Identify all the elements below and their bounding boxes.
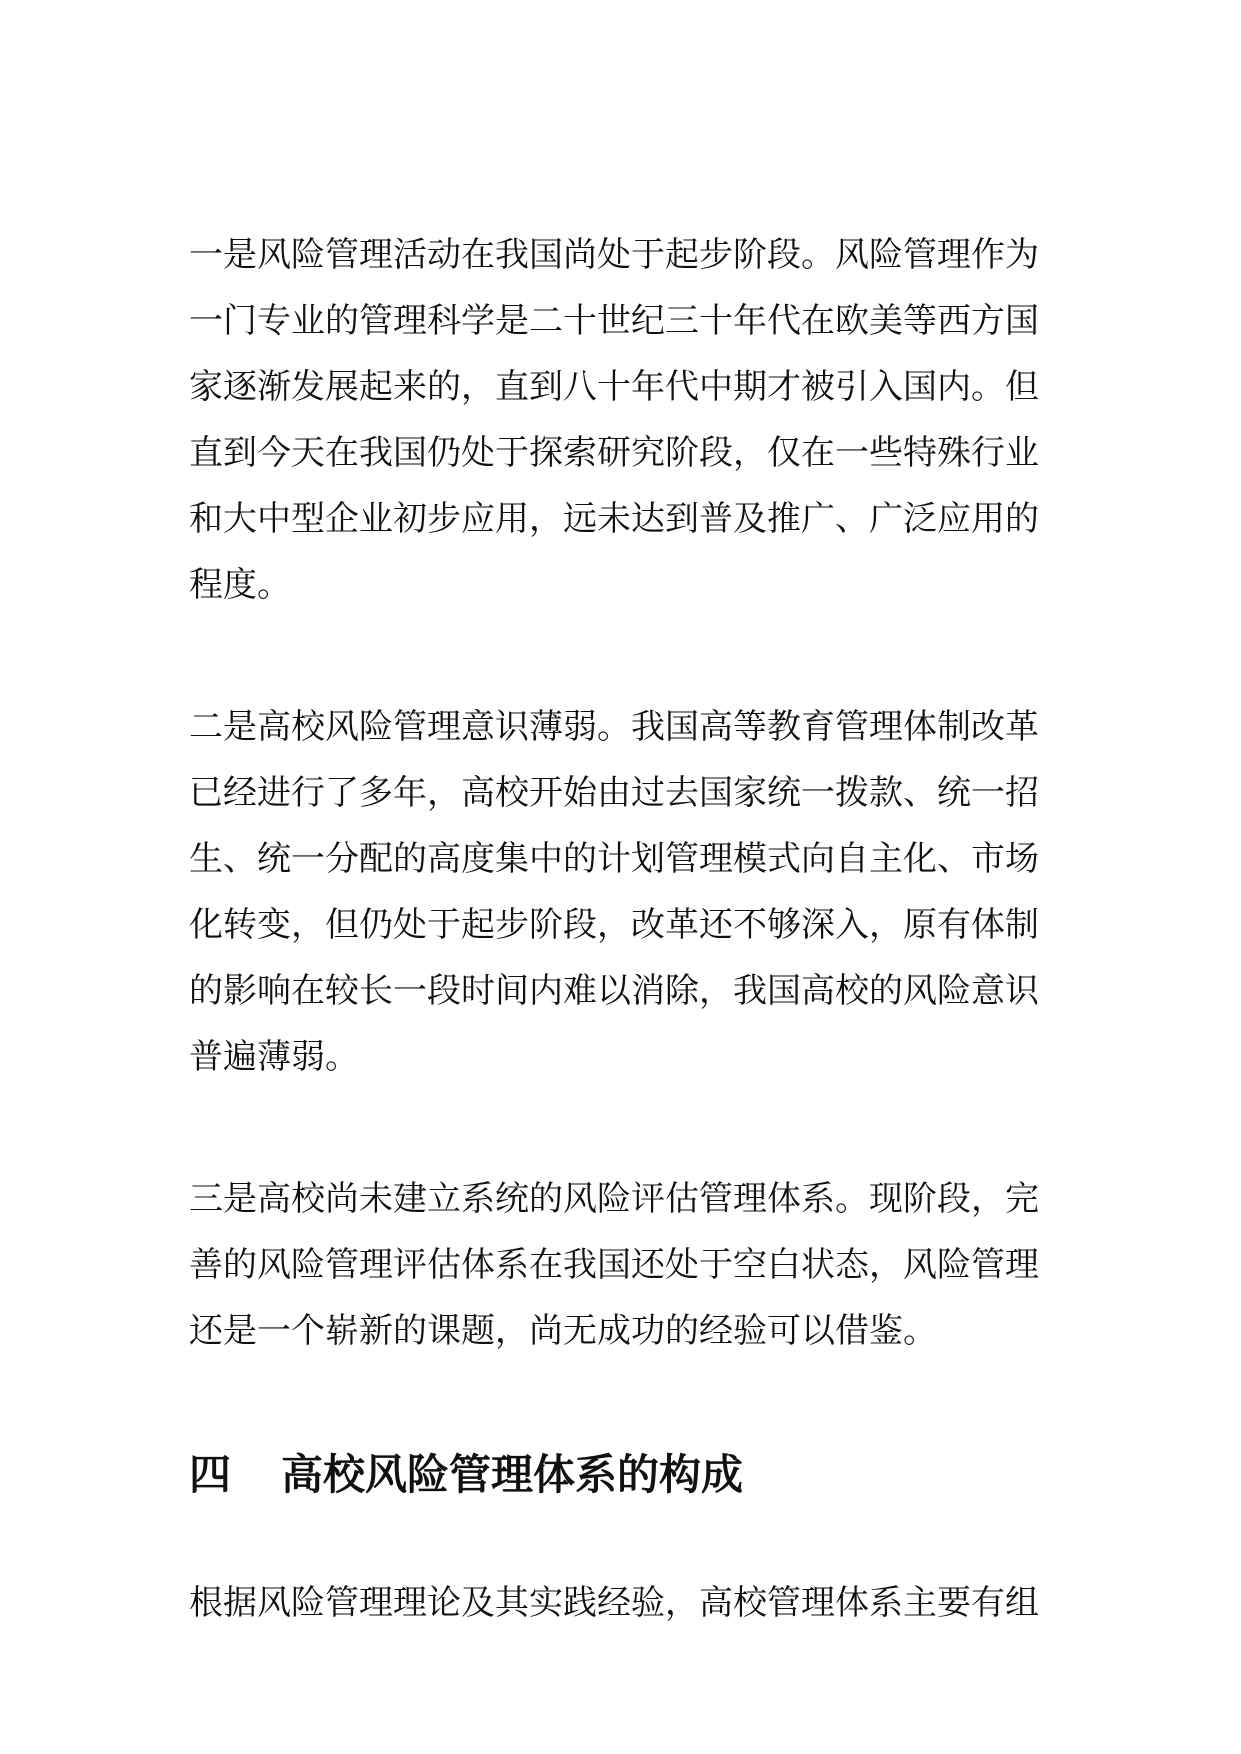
paragraph-line: 已经进行了多年，高校开始由过去国家统一拨款、统一招: [189, 773, 1039, 813]
document-body: [189, 222, 1039, 1712]
paragraph-3: [189, 1166, 1039, 1364]
paragraph-line: 和大中型企业初步应用，远未达到普及推广、广泛应用的: [189, 499, 1039, 539]
paragraph-1: [189, 222, 1039, 618]
paragraph-line: 一门专业的管理科学是二十世纪三十年代在欧美等西方国: [189, 301, 1039, 341]
paragraph-line: 二是高校风险管理意识薄弱。我国高等教育管理体制改革: [189, 707, 1039, 747]
section-number: 四: [189, 1450, 232, 1499]
paragraph-line: 一是风险管理活动在我国尚处于起步阶段。风险管理作为: [189, 235, 1039, 275]
paragraph-line: 根据风险管理理论及其实践经验，高校管理体系主要有组: [189, 1583, 1039, 1623]
paragraph-line: 化转变，但仍处于起步阶段，改革还不够深入，原有体制: [189, 905, 1039, 945]
paragraph-line: 直到今天在我国仍处于探索研究阶段，仅在一些特殊行业: [189, 433, 1039, 473]
paragraph-line: 三是高校尚未建立系统的风险评估管理体系。现阶段，完: [189, 1179, 1039, 1219]
paragraph-line: 家逐渐发展起来的，直到八十年代中期才被引入国内。但: [189, 367, 1039, 407]
section-title: 高校风险管理体系的构成: [281, 1450, 744, 1499]
paragraph-4: [189, 1570, 1039, 1636]
paragraph-line: 还是一个崭新的课题，尚无成功的经验可以借鉴。: [189, 1311, 937, 1351]
paragraph-line: 生、统一分配的高度集中的计划管理模式向自主化、市场: [189, 839, 1039, 879]
paragraph-line: 的影响在较长一段时间内难以消除，我国高校的风险意识: [189, 971, 1039, 1011]
paragraph-line: 程度。: [189, 565, 291, 605]
section-heading: [189, 1440, 1029, 1510]
paragraph-2: [189, 694, 1039, 1090]
paragraph-line: 普遍薄弱。: [189, 1037, 359, 1077]
paragraph-line: 善的风险管理评估体系在我国还处于空白状态，风险管理: [189, 1245, 1039, 1285]
